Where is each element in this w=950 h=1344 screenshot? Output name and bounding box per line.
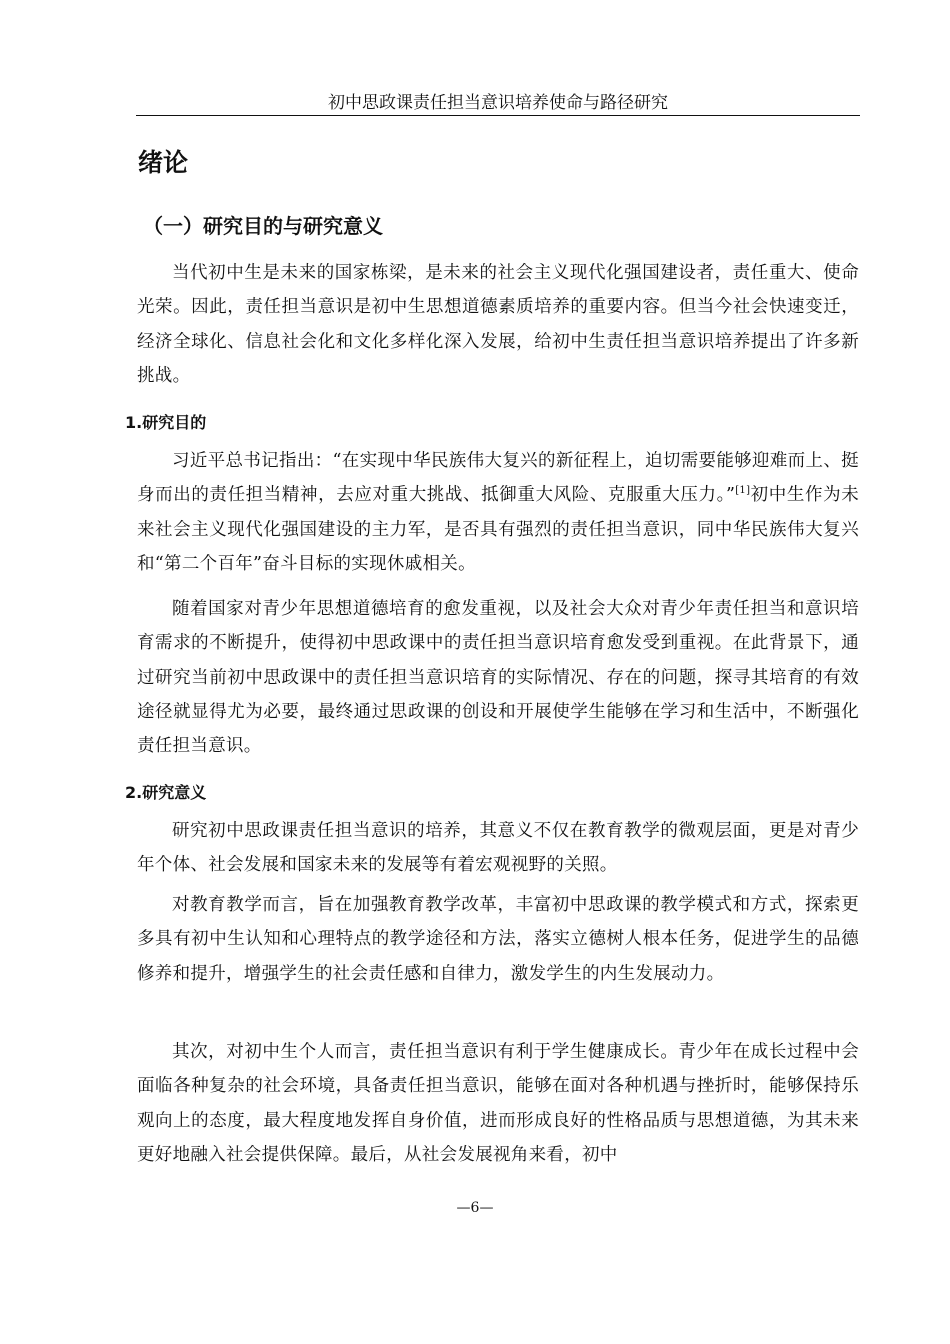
purpose-paragraph-1 — [137, 444, 859, 581]
significance-paragraph-3: 其次，对初中生个人而言，责任担当意识有利于学生健康成长。青少年在成长过程中会面临各种复杂的社会环境，具备责任担当意识，能够在面对各种机遇与挫折时，能够保持乐观向上的态度，最大程度地发挥自身价值，进而形成良好的性格品质与思想道德，为其未来更好地融入社会提供保障。最后，从社会发展视角来看，初中 — [137, 1042, 859, 1165]
chapter-title: 绪论 — [138, 148, 189, 177]
purpose-paragraph-1-text: 习近平总书记指出：“在实现中华民族伟大复兴的新征程上，迫切需要能够迎难而上、挺身而出的责任担当精神，去应对重大挑战、抵御重大风险、克服重大压力。” — [137, 451, 859, 506]
significance-paragraph-1: 研究初中思政课责任担当意识的培养，其意义不仅在教育教学的微观层面，更是对青少年个体、社会发展和国家未来的发展等有着宏观视野的关照。 — [137, 821, 859, 876]
significance-paragraph-2: 对教育教学而言，旨在加强教育教学改革，丰富初中思政课的教学模式和方式，探索更多具有初中生认知和心理特点的教学途径和方法，落实立德树人根本任务，促进学生的品德修养和提升，增强学生的社会责任感和自律力，激发学生的内生发展动力。 — [137, 895, 859, 984]
intro-paragraph: 当代初中生是未来的国家栋梁，是未来的社会主义现代化强国建设者，责任重大、使命光荣。因此，责任担当意识是初中生思想道德素质培养的重要内容。但当今社会快速变迁，经济全球化、信息社会化和文化多样化深入发展，给初中生责任担当意识培养提出了许多新挑战。 — [137, 263, 859, 386]
subsection-title-significance: 2.研究意义 — [125, 783, 207, 802]
section-title: （一）研究目的与研究意义 — [143, 214, 383, 238]
subsection-title-purpose: 1.研究目的 — [125, 413, 207, 432]
purpose-paragraph-2: 随着国家对青少年思想道德培育的愈发重视，以及社会大众对青少年责任担当和意识培育需求的不断提升，使得初中思政课中的责任担当意识培育愈发受到重视。在此背景下，通过研究当前初中思政课中的责任担当意识培育的实际情况、存在的问题，探寻其培育的有效途径就显得尤为必要，最终通过思政课的创设和开展使学生能够在学习和生活中，不断强化责任担当意识。 — [137, 599, 859, 757]
citation-mark: [1] — [735, 485, 751, 497]
page-number: —6— — [456, 1200, 494, 1216]
purpose-paragraph-1-continued: 初中生作为未来社会主义现代化强国建设的主力军，是否具有强烈的责任担当意识，同中华民族伟大复兴和“第二个百年”奋斗目标的实现休戚相关。 — [137, 485, 859, 574]
running-header: 初中思政课责任担当意识培养使命与路径研究 — [136, 92, 860, 116]
